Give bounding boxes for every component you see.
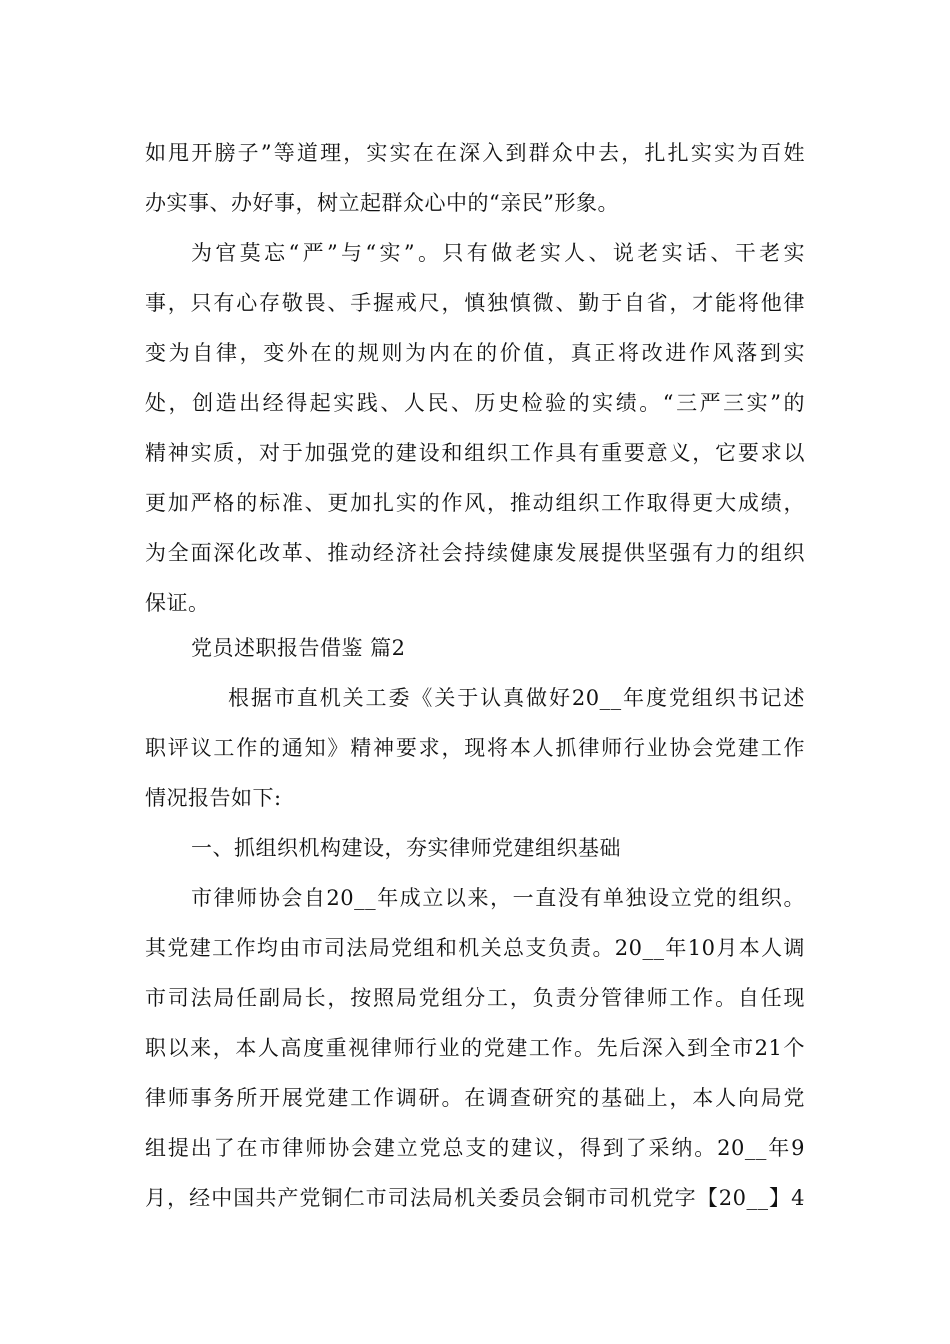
text-line: 变为自律，变外在的规则为内在的价值，真正将改进作风落到实: [145, 341, 805, 365]
text-line: 办实事、办好事，树立起群众心中的“亲民”形象。: [145, 191, 619, 215]
text-line: 组提出了在市律师协会建立党总支的建议，得到了采纳。20__年9: [145, 1136, 805, 1160]
text-line: 精神实质，对于加强党的建设和组织工作具有重要意义，它要求以: [145, 441, 805, 465]
text-line: 事，只有心存敬畏、手握戒尺，慎独慎微、勤于自省，才能将他律: [145, 291, 805, 315]
text-line: 市司法局任副局长，按照局党组分工，负责分管律师工作。自任现: [145, 986, 805, 1010]
text-line: 更加严格的标准、更加扎实的作风，推动组织工作取得更大成绩，: [145, 491, 805, 515]
text-line: 处，创造出经得起实践、人民、历史检验的实绩。“三严三实”的: [145, 391, 805, 415]
text-line: 为官莫忘“严”与“实”。只有做老实人、说老实话、干老实: [191, 241, 805, 265]
text-line: 职评议工作的通知》精神要求，现将本人抓律师行业协会党建工作: [145, 736, 805, 760]
text-line: 保证。: [145, 591, 210, 615]
text-line: 根据市直机关工委《关于认真做好20__年度党组织书记述: [228, 686, 805, 710]
text-line: 律师事务所开展党建工作调研。在调查研究的基础上，本人向局党: [145, 1086, 805, 1110]
text-line: 职以来，本人高度重视律师行业的党建工作。先后深入到全市21个: [145, 1036, 805, 1060]
subsection-heading: 一、抓组织机构建设，夯实律师党建组织基础: [191, 836, 621, 860]
text-line: 市律师协会自20__年成立以来，一直没有单独设立党的组织。: [191, 886, 805, 910]
text-line: 其党建工作均由市司法局党组和机关总支负责。20__年10月本人调: [145, 936, 805, 960]
text-line: 如甩开膀子”等道理，实实在在深入到群众中去，扎扎实实为百姓: [145, 141, 805, 165]
text-line: 月，经中国共产党铜仁市司法局机关委员会铜市司机党字【20__】4: [145, 1186, 805, 1210]
text-line: 为全面深化改革、推动经济社会持续健康发展提供坚强有力的组织: [145, 541, 805, 565]
text-line: 情况报告如下:: [145, 786, 282, 810]
section-heading: 党员述职报告借鉴 篇2: [191, 636, 406, 660]
